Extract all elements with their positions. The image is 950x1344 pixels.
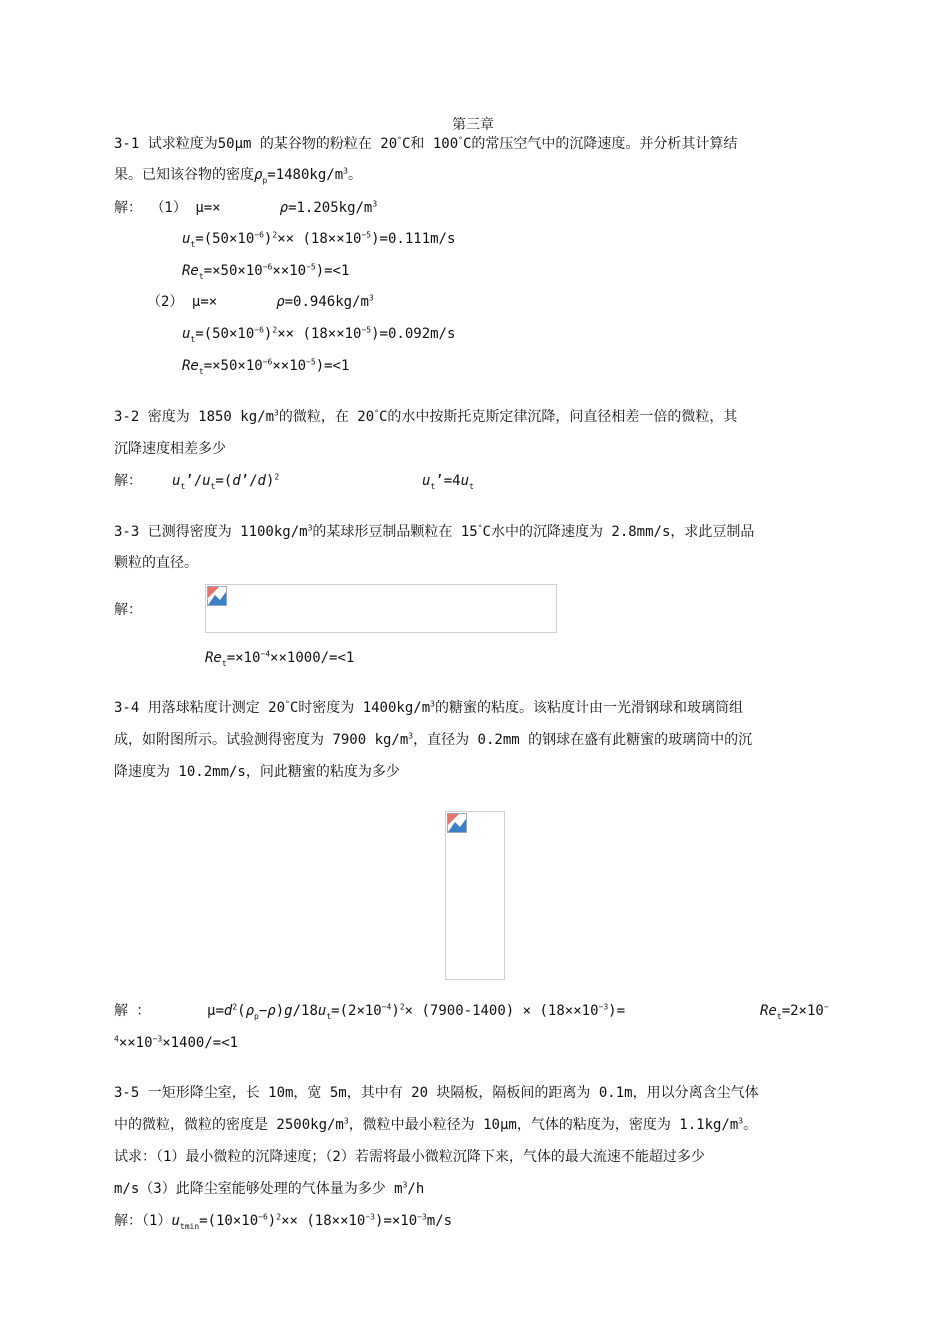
problem-3-1-re1: $Re_t=\times 50\times 10^{-6}\times\times 10^{-5})=<1$ — [182, 262, 350, 281]
problem-3-3-solution: 解： — [114, 602, 142, 618]
problem-3-4-equation: $\mu=d^2(\rho_p-\rho)g/18u_t=(2\times 10^{-4})^2\times (7900-1400) \times (18\times\times 10^{-3})=$ — [207, 1002, 626, 1021]
problem-3-5-line3: 试求：（1）最小微粒的沉降速度；（2）若需将最小微粒沉降下来，气体的最大流速不能超过多少 — [114, 1149, 705, 1165]
problem-3-4-line3: 降速度为 10.2mm/s，问此糖蜜的粘度为多少 — [114, 764, 400, 780]
problem-3-4-line1: 3-4 用落球粘度计测定 20°C时密度为 $1400kg/m^3$的糖蜜的粘度。该粘度计由一光滑钢球和玻璃筒组 — [114, 699, 743, 716]
broken-image-icon — [207, 586, 227, 606]
problem-3-5-solution: 解：$(1)u_{tmin}=(10\times 10^{-6})^2\times\times (18\times\times 10^{-3})=\times 10^{-3}m/s$ — [114, 1212, 453, 1231]
problem-3-2-line1: 3-2 密度为 1850 $kg/m^3$的微粒，在 20°C的水中按斯托克斯定律沉降，问直径相差一倍的微粒，其 — [114, 408, 738, 425]
problem-3-1-ut2: $u_t=(50\times 10^{-6})^2\times\times (18\times\times 10^{-5})=0.092m/s$ — [182, 325, 456, 344]
problem-3-1-solution-step2: （2） μ=× $\rho=0.946kg/m^3$ — [147, 293, 374, 310]
problem-3-3-re: $Re_t=\times 10^{-4}\times\times 1000/=<1$ — [205, 649, 355, 668]
problem-3-4-re: $Re_t=2\times 10^-$ — [760, 1002, 829, 1021]
problem-3-3-line2: 颗粒的直径。 — [114, 555, 198, 571]
problem-3-3-line1: 3-3 已测得密度为 $1100kg/m^3$的某球形豆制品颗粒在 15°C水中的沉降速度为 2.8mm/s，求此豆制品 — [114, 523, 755, 540]
problem-3-1-ut1: $u_t=(50\times 10^{-6})^2\times\times (18\times\times 10^{-5})=0.111m/s$ — [182, 230, 456, 249]
problem-3-4-line2: 成，如附图所示。试验测得密度为 7900 $kg/m^3$，直径为 0.2mm 的钢球在盛有此糖蜜的玻璃筒中的沉 — [114, 731, 753, 748]
problem-3-1-solution-step1: 解： （1） μ=× $\rho=1.205kg/m^3$ — [114, 199, 378, 216]
problem-3-2-solution: 解： — [114, 473, 142, 489]
problem-3-1-re2: $Re_t=\times 50\times 10^{-6}\times\times 10^{-5})=<1$ — [182, 357, 350, 376]
chapter-title: 第三章 — [452, 117, 494, 133]
problem-3-4-re-cont: $^4\times\times 10^{-3}\times 1400/=<1$ — [114, 1034, 239, 1051]
figure-image-placeholder — [445, 811, 505, 980]
problem-3-5-line2: 中的微粒，微粒的密度是 $2500kg/m^3$，微粒中最小粒径为 10μm，气体的粘度为，密度为 $1.1kg/m^3$。 — [114, 1116, 758, 1133]
problem-3-2-line2: 沉降速度相差多少 — [114, 441, 226, 457]
problem-3-4-solution: 解 ： — [114, 1003, 151, 1019]
problem-3-5-line4: m/s（3）此降尘室能够处理的气体量为多少 $m^3/h$ — [114, 1180, 425, 1197]
problem-3-2-formula: $u_t’/u_t=(d’/d)^2$ — [172, 472, 280, 491]
equation-image-placeholder — [205, 584, 557, 633]
broken-image-icon — [447, 813, 467, 833]
problem-3-1-line1: 3-1 试求粒度为50μm 的某谷物的粉粒在 20°C和 100°C的常压空气中的沉降速度。并分析其计算结 — [114, 135, 738, 152]
problem-3-5-line1: 3-5 一矩形降尘室，长 10m，宽 5m，其中有 20 块隔板，隔板间的距离为 0.1m，用以分离含尘气体 — [114, 1085, 759, 1101]
problem-3-2-result: $u_t’=4u_t$ — [422, 473, 474, 491]
problem-3-1-line2: 果。已知该谷物的密度$\rho_p=1480kg/m^3$。 — [114, 166, 362, 185]
